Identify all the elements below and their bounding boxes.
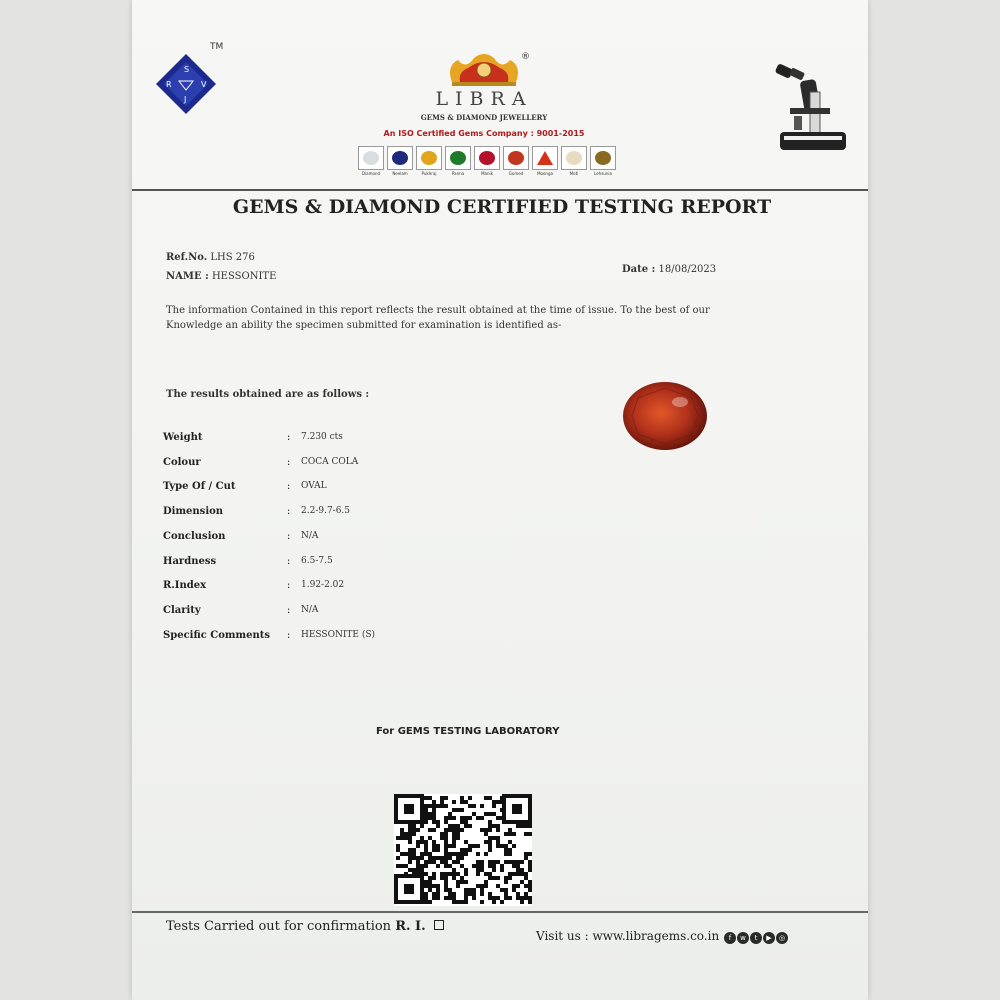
diamond-badge-icon bbox=[154, 52, 218, 116]
svg-text:R: R bbox=[166, 80, 172, 89]
gemstone-item bbox=[474, 146, 500, 184]
name-line bbox=[166, 271, 276, 282]
gemstone-item bbox=[416, 146, 442, 184]
gemstone-label: Diamond bbox=[361, 171, 381, 176]
date-label: Date : bbox=[622, 264, 656, 275]
telegram-icon[interactable]: t bbox=[750, 932, 762, 944]
field-label: Clarity bbox=[163, 604, 201, 616]
field-value: COCA COLA bbox=[301, 456, 359, 467]
field-row bbox=[163, 605, 523, 623]
tests-text: Tests Carried out for confirmation bbox=[166, 919, 392, 934]
facebook-icon[interactable]: f bbox=[724, 932, 736, 944]
field-row bbox=[163, 580, 523, 598]
field-colon: : bbox=[287, 580, 291, 592]
field-label: Weight bbox=[163, 432, 203, 443]
intro-line-1: The information Contained in this report reflects the result obtained at the time of issue. To the best of our bbox=[166, 305, 710, 316]
microscope-icon bbox=[772, 62, 852, 162]
field-label: Type Of / Cut bbox=[163, 481, 236, 493]
iso-certification: An ISO Certified Gems Company : 9001-2015 bbox=[383, 129, 585, 138]
tests-bold: R. I. bbox=[395, 919, 426, 934]
gemstone-item bbox=[503, 146, 529, 184]
field-colon: : bbox=[287, 481, 291, 493]
gemstone-swatch bbox=[503, 146, 529, 170]
field-row bbox=[163, 531, 523, 549]
field-label: Dimension bbox=[163, 506, 224, 518]
field-row bbox=[163, 630, 523, 648]
gemstone-swatch bbox=[532, 146, 558, 170]
brand-name: LIBRA bbox=[435, 88, 533, 110]
trademark-mark: TM bbox=[210, 42, 224, 52]
gemstone-icon bbox=[479, 151, 495, 165]
ref-value: LHS 276 bbox=[210, 252, 255, 263]
gemstone-item bbox=[387, 146, 413, 184]
website-line[interactable]: Visit us : www.libragems.co.in bbox=[536, 929, 720, 943]
field-colon: : bbox=[287, 506, 291, 518]
field-colon: : bbox=[287, 530, 291, 542]
gemstone-icon bbox=[537, 151, 553, 165]
svg-text:V: V bbox=[201, 80, 207, 89]
field-value: 2.2-9.7-6.5 bbox=[301, 506, 351, 517]
field-label: Specific Comments bbox=[163, 629, 270, 641]
field-row bbox=[163, 481, 523, 499]
ref-label: Ref.No. bbox=[166, 252, 208, 263]
gemstone-icon bbox=[363, 151, 379, 165]
oval-gemstone-icon bbox=[618, 378, 712, 454]
gemstone-label: Gomed bbox=[508, 171, 524, 176]
footer-divider bbox=[132, 911, 868, 913]
field-value: HESSONITE (S) bbox=[301, 629, 376, 640]
gemstone-icon bbox=[421, 151, 437, 165]
gemstone-swatch bbox=[474, 146, 500, 170]
gemstone-label: Moti bbox=[569, 171, 579, 176]
gemstone-label: Lehsunia bbox=[594, 171, 612, 176]
gemstone-swatch bbox=[387, 146, 413, 170]
field-label: Hardness bbox=[163, 555, 217, 567]
intro-paragraph bbox=[166, 303, 756, 333]
social-icons bbox=[724, 932, 788, 944]
registered-mark: ® bbox=[521, 52, 530, 62]
field-colon: : bbox=[287, 432, 291, 443]
gemstone-strip bbox=[358, 146, 648, 184]
field-value: OVAL bbox=[301, 481, 327, 492]
field-colon: : bbox=[287, 604, 291, 616]
gemstone-icon bbox=[508, 151, 524, 165]
intro-line-2: Knowledge an ability the specimen submitted for examination is identified as- bbox=[166, 320, 562, 331]
field-value: 1.92-2.02 bbox=[301, 580, 345, 591]
gemstone-icon bbox=[566, 151, 582, 165]
lab-signature-label: For GEMS TESTING LABORATORY bbox=[376, 726, 560, 737]
field-colon: : bbox=[287, 555, 291, 567]
field-label: Colour bbox=[163, 456, 201, 468]
gemstone-swatch bbox=[358, 146, 384, 170]
field-label: Conclusion bbox=[163, 530, 226, 542]
brand-subtitle: GEMS & DIAMOND JEWELLERY bbox=[420, 113, 548, 122]
field-value: 7.230 cts bbox=[301, 432, 343, 442]
field-row bbox=[163, 556, 523, 574]
svg-text:S: S bbox=[184, 65, 190, 74]
qr-code-icon[interactable] bbox=[394, 794, 532, 906]
field-value: N/A bbox=[301, 530, 319, 541]
field-row bbox=[163, 432, 523, 450]
gemstone-swatch bbox=[416, 146, 442, 170]
gemstone-label: Pukhraj bbox=[421, 171, 437, 176]
gemstone-label: Moonga bbox=[537, 171, 553, 176]
certificate-page bbox=[132, 0, 868, 1000]
gemstone-icon bbox=[450, 151, 466, 165]
gemstone-swatch bbox=[590, 146, 616, 170]
field-value: 6.5-7.5 bbox=[301, 555, 333, 566]
name-value: HESSONITE bbox=[211, 271, 277, 282]
date-line bbox=[622, 264, 716, 275]
gemstone-item bbox=[532, 146, 558, 184]
date-value: 18/08/2023 bbox=[658, 264, 717, 275]
gemstone-label: Manik bbox=[481, 171, 493, 176]
gemstone-label: Panna bbox=[451, 171, 465, 176]
results-heading: The results obtained are as follows : bbox=[166, 389, 370, 400]
field-label: R.Index bbox=[163, 580, 207, 592]
header-divider bbox=[132, 189, 868, 191]
gemstone-icon bbox=[392, 151, 408, 165]
name-label: NAME : bbox=[166, 271, 209, 282]
gemstone-item bbox=[445, 146, 471, 184]
gemstone-item bbox=[358, 146, 384, 184]
reference-line bbox=[166, 252, 255, 263]
report-title: GEMS & DIAMOND CERTIFIED TESTING REPORT bbox=[232, 196, 772, 218]
gemstone-item bbox=[561, 146, 587, 184]
field-row bbox=[163, 506, 523, 524]
field-value: N/A bbox=[301, 604, 319, 615]
svg-text:J: J bbox=[184, 95, 187, 104]
gemstone-label: Neelam bbox=[392, 171, 408, 176]
crown-logo-icon bbox=[444, 50, 524, 88]
youtube-icon[interactable]: ▶ bbox=[763, 932, 775, 944]
gemstone-item bbox=[590, 146, 616, 184]
instagram-icon[interactable]: ◎ bbox=[776, 932, 788, 944]
gemstone-swatch bbox=[445, 146, 471, 170]
gemstone-icon bbox=[595, 151, 611, 165]
field-row bbox=[163, 457, 523, 475]
field-colon: : bbox=[287, 629, 291, 641]
ri-checkbox[interactable] bbox=[434, 920, 444, 930]
field-colon: : bbox=[287, 456, 291, 468]
tests-note bbox=[166, 919, 444, 934]
gemstone-swatch bbox=[561, 146, 587, 170]
whatsapp-icon[interactable]: w bbox=[737, 932, 749, 944]
